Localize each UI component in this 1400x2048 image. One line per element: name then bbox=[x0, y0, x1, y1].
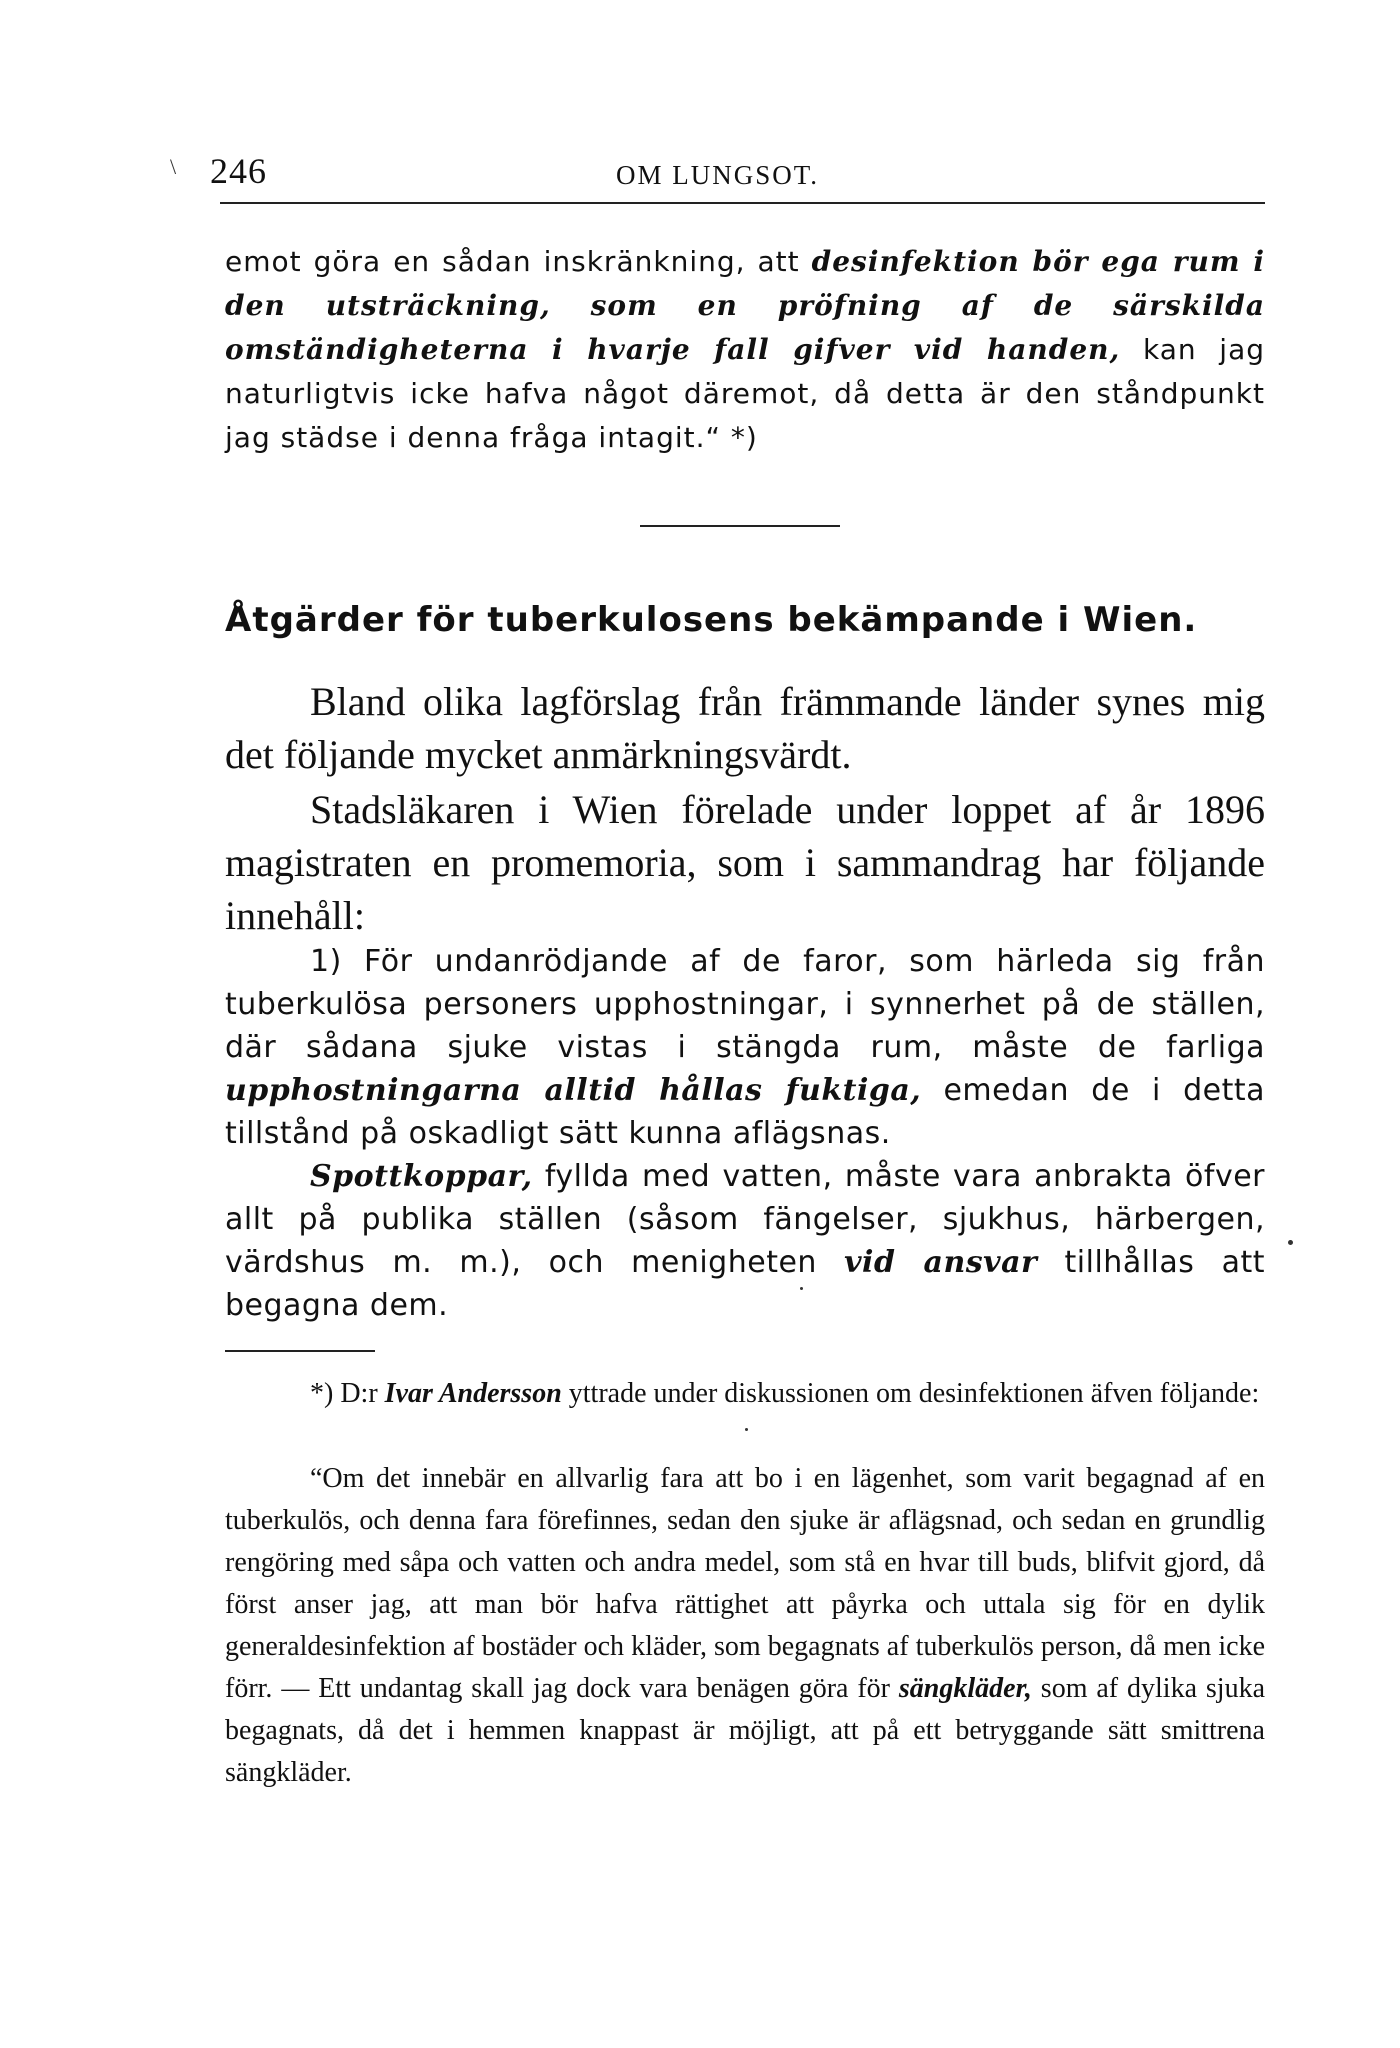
item2-text-1: fyllda med vatten, måste vara anbrakta öfver allt på publika ställen (såsom fängelser, sjukhus, härbergen, värdshus m. m.), och menigheten bbox=[225, 1159, 1265, 1280]
footnote-quote-2: som af dylika sjuka begagnats, då det i hemmen knappast är möjligt, att på ett betryggande sätt smittrena sängkläder. bbox=[225, 1673, 1265, 1788]
footnote-text-2: yttrade under diskussionen om desinfektionen äfven följande: bbox=[561, 1378, 1260, 1409]
list-item-2 bbox=[225, 1155, 1265, 1327]
item2-emphasis-1: Spottkoppar, bbox=[310, 1159, 533, 1194]
section-heading: Åtgärder för tuberkulosens bekämpande i Wien. bbox=[225, 600, 1198, 640]
print-speck bbox=[800, 1287, 803, 1290]
item2-emphasis-2: vid ansvar bbox=[844, 1245, 1038, 1280]
intro-text-2: kan jag naturligtvis icke hafva något däremot, då detta är den ståndpunkt jag städse i denna fråga intagit.“ *) bbox=[225, 333, 1266, 454]
footnote-paragraph-1 bbox=[225, 1373, 1265, 1415]
footnote-text-1: *) D:r bbox=[310, 1378, 385, 1409]
item2-text-2: tillhållas att begagna dem. bbox=[225, 1245, 1265, 1323]
list-item-1 bbox=[225, 940, 1265, 1155]
intro-text-1: emot göra en sådan inskränkning, att bbox=[225, 245, 812, 278]
running-head: OM LUNGSOT. bbox=[616, 160, 819, 190]
print-speck bbox=[1288, 1240, 1293, 1245]
footnote-emphasis: sängkläder, bbox=[898, 1673, 1032, 1704]
item1-text-1: 1) För undanrödjande af de faror, som härleda sig från tuberkulösa personers upphostningar, i synnerhet på de ställen, där sådana sjuke vistas i stängda rum, måste de farliga bbox=[225, 944, 1265, 1065]
section-divider bbox=[640, 525, 840, 527]
footnote-quote-1: “Om det innebär en allvarlig fara att bo i en lägenhet, som varit begagnad af en tuberkulös, och denna fara förefinnes, sedan den sjuke är aflägsnad, och sedan en grundlig rengöring med såpa och vatten och andra medel, som stå en hvar till buds, blifvit gjord, då först anser jag, att man bör hafva rättighet att påyrka och uttala sig för en dylik generaldesinfektion af bostäder och kläder, som begagnats af tuberkulös person, då men icke förr. — Ett undantag skall jag dock vara benägen göra för bbox=[225, 1463, 1265, 1704]
page-header bbox=[170, 150, 1265, 206]
page-number: 246 bbox=[210, 151, 267, 191]
item1-emphasis: upphostningarna alltid hållas fuktiga, bbox=[225, 1073, 922, 1108]
body-paragraph-1: Bland olika lagförslag från främmande länder synes mig det följande mycket anmärkningsvärdt. bbox=[225, 679, 1265, 777]
footnote-author-name: Ivar Andersson bbox=[384, 1378, 562, 1409]
header-rule bbox=[220, 202, 1265, 204]
intro-paragraph bbox=[225, 240, 1265, 460]
item1-text-2: emedan de i detta tillstånd på oskadligt sätt kunna aflägsnas. bbox=[225, 1073, 1265, 1151]
print-speck bbox=[745, 1428, 748, 1431]
margin-tick-mark: \ bbox=[170, 154, 177, 179]
footnote-rule bbox=[225, 1350, 375, 1352]
footnote-paragraph-2 bbox=[225, 1458, 1265, 1794]
body-paragraph-2: Stadsläkaren i Wien förelade under loppet af år 1896 magistraten en promemoria, som i sammandrag har följande innehåll: bbox=[225, 787, 1265, 938]
intro-emphasis: desinfektion bör ega rum i den utsträckning, som en pröfning af de särskilda omständigheterna i hvarje fall gifver vid handen, bbox=[225, 245, 1266, 366]
